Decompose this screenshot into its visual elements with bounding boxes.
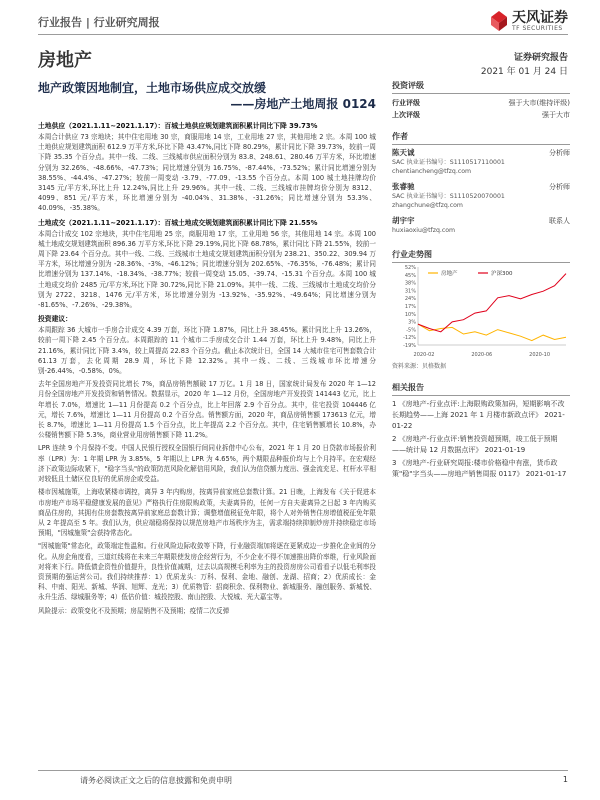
- investment-paragraph-2: 去年全国房地产开发投资同比增长 7%，商品房销售额破 17 万亿。1 月 18 日，国家统计局发布 2020 年 1—12 月份全国房地产开发投资和销售情况。数据显示，2020 年 1—12 月份，全国房地产开发投资 141443 亿元，比上年增长 7.0%，增速比 1—11 月份提高 0.2 个百分点，比上年回落 2.9 个百分点。其中，住宅投资 104446 亿元，增长 7.6%，增速比 1—11 月份提高 0.2 个百分点。销售额方面，2020 年，商品房销售额 173613 亿元，增长 8.7%，增速比 1—11 月份提高 1.5 个百分点，比上年提高 2.2 个百分点。其中，住宅销售额增长 10.8%，办公楼销售额下降 5.3%，商业营业用房销售额下降 11.2%。: [38, 380, 376, 440]
- land-supply-heading: 土地供应（2021.1.11~2021.1.17）：百城土地供应规划建筑面积累计同比下降 39.73%: [38, 122, 318, 130]
- trend-chart-svg: [392, 263, 570, 359]
- y-tick-label: -19%: [403, 343, 416, 349]
- rating-heading: 投资评级: [392, 80, 570, 94]
- x-tick-label: 2020-06: [471, 352, 493, 358]
- investment-paragraph-5: "因城施策"常态化，政策端定性温和。行业风险边际收敛等下降，行业融资端加将逐在更紧成边一步推化企业间的分化。从房企角度看，三道红线将在未来三年期限使发房企经营行为，不少企业不得不加速推出降价率维，行业风险面对将来下行。降低债企资性价值提升，良性价值减期，过去以高规模毛利率为主的投资房房公司看看子以低毛利率投资预期的强运营公司。我们持续推荐：1）优质龙头：万科、保利、金地、融创、龙湖、招商；2）优质成长：金科、中南、阳光、新城、华润、旭辉、龙光；3）优质物管：招商积余、保利物业、新城服务、融创服务、新城悦、永升生活、绿城服务等；4）低估价值：城投控股、南山控股、大悦城、光大嘉宝等。: [38, 542, 376, 602]
- x-tick-label: 2020-02: [413, 352, 435, 358]
- related-heading: 相关报告: [392, 382, 570, 396]
- y-tick-label: 38%: [404, 280, 416, 287]
- y-tick-label: 52%: [404, 265, 416, 271]
- series-line: [418, 274, 566, 332]
- trend-chart: [392, 263, 570, 359]
- report-header: [38, 10, 568, 32]
- logo-text-cn: 天风证券: [512, 9, 568, 26]
- land-deal-paragraph: 本周合计成交 102 宗地块，其中住宅用地 25 宗，商服用地 17 宗，工业用地 56 宗，其他用地 14 宗。本周 100 城土地成交规划建筑面积 896.36 万平方米,环比下降 29.19%,同比下降 68.78%，累计同比下降 21.55%，较前一周下降 23.64 个百分点。其中一线、二线、三线城市土地成交规划建筑面积分别为 238.21、350.22、309.94 万平方米，环比增速分别为 -28.36%、-3%、-46.12%；同比增速分别为 202.65%、-76.35%、-76.48%；累计同比增速分别为 137.14%、-18.34%、-38.77%；较前一周变动 15.05、-39.74、-15.31 个百分点。本周 100 城土地成交均价 2485 元/平方米,环比下降 30.72%,同比下降 21.09%。其中一线、二线、三线城市土地成交均价分别为 2722、3218、1476 元/平方米，环比增速分别为 -13.92%、-35.92%、-49.64%；同比增速分别为 -81.65%、-7.26%、-29.38%。: [38, 229, 376, 310]
- analyst-card: 陈天诚 分析师 SAC 执业证书编号：S1110517110001 chentiancheng@tfzq.com: [392, 148, 570, 175]
- risk-warning: 风险提示：政策变化不及预期；房屋销售不及预期；疫情二次反弹: [38, 606, 230, 615]
- disclaimer: 请务必阅读正文之后的信息披露和免责申明: [80, 776, 232, 785]
- main-subtitle: ——房地产土地周报 0124: [230, 97, 376, 111]
- logo: [490, 10, 568, 32]
- analyst-heading: 作者: [392, 131, 570, 145]
- page-number: 1: [562, 775, 568, 784]
- related-report-link[interactable]: 3 《房地产-行业研究周报:楼市价格稳中有涨，货币政策"稳"字当头——房地产销售周报 0117》 2021-01-17: [392, 459, 567, 478]
- investment-paragraph-4: 楼市因城施策，上海收紧楼市调控，离异 3 年内购房，按离异前家庭总套数计算。21 日晚，上海发布《关于促进本市房地产市场平稳健康发展的意见》严格执行住房限购政策，夫妻离异的，任何一方自夫妻离异之日起 3 年内购买商品住房的，其拥有住房套数按离异前家庭总套数计算；调整增值税征免年限，将个人对外销售住房增值税征免年限从 2 年提高至 5 年。我们认为，供应端稳将保持以规范房地产市场秩序为主，需求端持续抑制炒房并持续稳定市场预期，"因城施策"会获持常态化。: [38, 488, 376, 538]
- legend-label: 沪深300: [491, 271, 513, 277]
- main-title: 地产政策因地制宜，土地市场供应成交放缓: [38, 81, 267, 95]
- header-divider: [38, 34, 568, 35]
- rating-row: 上次评级 强于大市: [392, 111, 570, 119]
- analyst-email-link[interactable]: zhangchune@tfzq.com: [392, 202, 463, 209]
- analyst-card: 张睿驰 分析师 SAC 执业证书编号：S1110520070001 zhangchune@tfzq.com: [392, 182, 570, 209]
- trend-chart-heading: 行业走势图: [392, 249, 570, 263]
- y-tick-label: -5%: [406, 327, 416, 334]
- report-date: 2021 年 01 月 24 日: [480, 67, 568, 77]
- y-tick-label: 3%: [408, 319, 416, 326]
- y-tick-label: -12%: [403, 335, 416, 342]
- report-tag: 行业报告 | 行业研究周报: [38, 16, 160, 29]
- related-report-link[interactable]: 1 《房地产-行业点评:上海限购政策加码，短期影响不改长期趋势——上海 2021 年 1 月楼市新政点评》 2021-01-22: [392, 400, 565, 430]
- footer-divider: [38, 770, 568, 771]
- analyst-email-link[interactable]: chentiancheng@tfzq.com: [392, 168, 472, 175]
- industry-title: 房地产: [38, 50, 92, 71]
- report-type: 证券研究报告: [513, 53, 568, 63]
- analyst-list: [392, 131, 570, 235]
- chart-source: 资料来源：贝格数据: [392, 363, 447, 370]
- legend-label: 房地产: [441, 271, 458, 277]
- sidebar-column: [392, 80, 570, 482]
- investment-paragraph-1: 本周跟踪 36 大城市一手房合计成交 4.39 万套，环比下降 1.87%，同比上升 38.45%。累计同比上升 13.26%，较前一周下降 2.45 个百分点。本周跟踪的 11 个城市二手房成交合计 1.44 万套，环比上升 9.48%，同比上升 21.16%，累计同比下降 3.4%，较上周提高 22.83 个百分点。截止本次统计日，全国 14 大城市住宅可售套数合计 61.13 万套，去化周期 28.9 周，环比下降 12.32%。其中一线、二线、三线城市环比增速分别-26.44%、-0.58%、0%。: [38, 326, 376, 376]
- investment-view-heading: 投资建议：: [38, 315, 72, 324]
- y-tick-label: 45%: [404, 272, 416, 279]
- related-report-link[interactable]: 2 《房地产-行业点评:销售投资超预期，竣工低于预期——统计局 12 月数据点评》 2021-01-19: [392, 435, 558, 454]
- land-deal-heading: 土地成交（2021.1.11~2021.1.17）：百城土地成交规划建筑面积累计同比下降 21.55%: [38, 218, 318, 227]
- logo-text-en: TF SECURITIES: [512, 24, 563, 32]
- logo-mark-icon: [490, 10, 508, 32]
- y-tick-label: 31%: [404, 288, 416, 295]
- investment-paragraph-3: LPR 连续 9 个月保持不变。中国人民银行授权全国银行间同业拆借中心公布，2021 年 1 月 20 日贷款市场报价利率（LPR）为：1 年期 LPR 为 3.85%，5 年期以上 LPR 为 4.65%，两个期限品种报价均与上个月持平。在宏观经济下政策边际收紧下，"稳字当头"的政策防范风险化解信用风险，我们认为信贷额力度出、强金流充足、杠杆水平相对较低且土储区位良好的优质房企或受益。: [38, 444, 376, 484]
- land-supply-paragraph: 本周合计供应 73 宗地块；其中住宅用地 30 宗，商服用地 14 宗，工业用地 27 宗，其他用地 2 宗。本周 100 城土地供应规划建筑面积 612.9 万平方米,环比下降 43.47%,同比下降 80.29%，累计同比下降 39.73%，较前一周下降 35.35 个百分点。其中一线、二线、三线城市供应面积分别为 83.8、248.61、280.46 万平方米，环比增速分别为 32.26%、-48.66%、-47.73%；同比增速分别为 16.75%、-87.44%、-73.52%；累计同比增速分别为 38.55%、-44.4%、-47.27%；较前一周变动 -3.79、-77.09、-13.55 个百分点。本周 100 城土地挂牌均价 3145 元/平方米,环比上升 12.24%,同比上升 29.96%。其中一线、二线、三线城市挂牌均价分别为 8312、4099、851 元/平方米，环比增速分别为 -40.04%、31.38%、-31.26%；同比增速分别为 53.3%、40.09%、-35.38%。: [38, 133, 376, 213]
- y-tick-label: 24%: [404, 296, 416, 303]
- x-tick-label: 2020-10: [529, 352, 551, 358]
- analyst-card: 胡宇宇 联系人 huxiaoxiu@tfzq.com: [392, 216, 570, 234]
- main-column: [38, 80, 376, 619]
- y-tick-label: 10%: [404, 311, 416, 318]
- series-line: [418, 324, 566, 341]
- rating-row: 行业评级 强于大市(维持评级): [392, 99, 570, 107]
- y-tick-label: 17%: [404, 304, 416, 310]
- analyst-email-link[interactable]: huxiaoxiu@tfzq.com: [392, 227, 456, 234]
